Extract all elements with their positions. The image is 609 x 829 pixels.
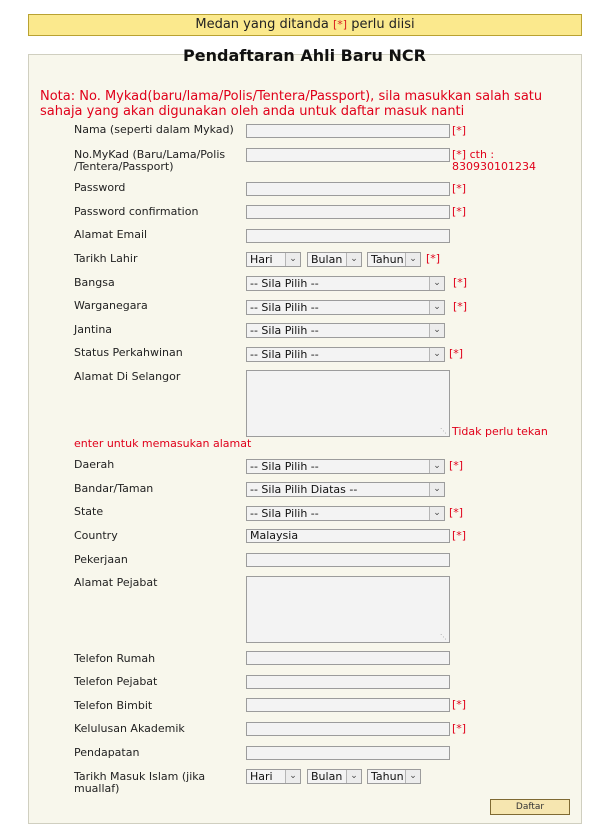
islam-month-select[interactable] — [307, 769, 362, 784]
daftar-button[interactable]: Daftar — [490, 799, 570, 815]
bangsa-value: -- Sila Pilih -- — [250, 277, 319, 290]
pendapatan-label: Pendapatan — [74, 746, 140, 759]
alamat-selangor-hint-below: enter untuk memasukan alamat — [74, 437, 252, 450]
chevron-down-icon: ⌄ — [429, 507, 444, 520]
telefon-pejabat-input[interactable] — [246, 675, 450, 689]
chevron-down-icon: ⌄ — [429, 348, 444, 361]
chevron-down-icon: ⌄ — [405, 253, 420, 266]
tarikh-masuk-islam-label — [74, 771, 205, 795]
daerah-select[interactable] — [246, 459, 445, 474]
nama-input[interactable] — [246, 124, 450, 138]
country-input[interactable]: Malaysia — [246, 529, 450, 543]
mykad-label-line1: No.MyKad (Baru/Lama/Polis — [74, 148, 226, 161]
kelulusan-required-marker: [*] — [452, 722, 467, 735]
resize-grip-icon[interactable]: ⋱ — [440, 427, 447, 435]
jantina-value: -- Sila Pilih -- — [250, 324, 319, 337]
mykad-hint — [452, 149, 536, 173]
telefon-bimbit-label: Telefon Bimbit — [74, 699, 153, 712]
password-label: Password — [74, 181, 126, 194]
mykad-label-line2: /Tentera/Passport) — [74, 160, 174, 173]
chevron-down-icon: ⌄ — [429, 483, 444, 496]
form-note: Nota: No. Mykad(baru/lama/Polis/Tentera/Passport), sila masukkan salah satu sahaja yang akan digunakan oleh anda untuk daftar masuk nanti — [40, 89, 543, 119]
email-label: Alamat Email — [74, 228, 148, 241]
state-select[interactable] — [246, 506, 445, 521]
daerah-required-marker: [*] — [449, 459, 464, 472]
birth-month-value: Bulan — [311, 253, 343, 266]
tarikh-islam-label-line1: Tarikh Masuk Islam (jika — [74, 770, 206, 783]
state-required-marker: [*] — [449, 506, 464, 519]
alamat-selangor-label: Alamat Di Selangor — [74, 370, 181, 383]
chevron-down-icon: ⌄ — [346, 253, 361, 266]
nama-label: Nama (seperti dalam Mykad) — [74, 123, 234, 136]
password-required-marker: [*] — [452, 182, 467, 195]
bandar-taman-label: Bandar/Taman — [74, 482, 154, 495]
email-input[interactable] — [246, 229, 450, 243]
notice-marker: [*] — [332, 18, 348, 31]
resize-grip-icon[interactable]: ⋱ — [440, 633, 447, 641]
kelulusan-akademik-label: Kelulusan Akademik — [74, 722, 185, 735]
password-confirmation-label: Password confirmation — [74, 205, 199, 218]
telefon-rumah-label: Telefon Rumah — [74, 652, 156, 665]
islam-day-value: Hari — [250, 770, 273, 783]
daerah-label: Daerah — [74, 458, 115, 471]
tarikh-lahir-required-marker: [*] — [426, 252, 441, 265]
status-required-marker: [*] — [449, 347, 464, 360]
password-confirmation-input[interactable] — [246, 205, 450, 219]
birth-day-select[interactable] — [246, 252, 301, 267]
chevron-down-icon: ⌄ — [429, 277, 444, 290]
birth-year-select[interactable] — [367, 252, 421, 267]
form-title: Pendaftaran Ahli Baru NCR — [183, 46, 426, 65]
birth-month-select[interactable] — [307, 252, 362, 267]
password-confirmation-required-marker: [*] — [452, 205, 467, 218]
jantina-label: Jantina — [74, 323, 113, 336]
birth-day-value: Hari — [250, 253, 273, 266]
bandar-taman-select[interactable] — [246, 482, 445, 497]
required-fields-notice — [28, 14, 582, 36]
islam-day-select[interactable] — [246, 769, 301, 784]
daerah-value: -- Sila Pilih -- — [250, 460, 319, 473]
bangsa-label: Bangsa — [74, 276, 115, 289]
status-perkahwinan-value: -- Sila Pilih -- — [250, 348, 319, 361]
birth-year-value: Tahun — [371, 253, 404, 266]
tarikh-islam-label-line2: muallaf) — [74, 782, 120, 795]
notice-prefix: Medan yang ditanda — [195, 17, 333, 32]
password-input[interactable] — [246, 182, 450, 196]
kelulusan-akademik-input[interactable] — [246, 722, 450, 736]
state-label: State — [74, 505, 104, 518]
telefon-pejabat-label: Telefon Pejabat — [74, 675, 158, 688]
chevron-down-icon: ⌄ — [285, 770, 300, 783]
jantina-select[interactable] — [246, 323, 445, 338]
chevron-down-icon: ⌄ — [429, 324, 444, 337]
mykad-input[interactable] — [246, 148, 450, 162]
alamat-selangor-textarea[interactable] — [246, 370, 450, 437]
telefon-rumah-input[interactable] — [246, 651, 450, 665]
tarikh-lahir-label: Tarikh Lahir — [74, 252, 138, 265]
mykad-hint-line2: 830930101234 — [452, 160, 536, 173]
islam-year-select[interactable] — [367, 769, 421, 784]
country-required-marker: [*] — [452, 529, 467, 542]
warganegara-value: -- Sila Pilih -- — [250, 301, 319, 314]
status-perkahwinan-label: Status Perkahwinan — [74, 346, 183, 359]
chevron-down-icon: ⌄ — [405, 770, 420, 783]
nama-required-marker: [*] — [452, 124, 467, 137]
islam-month-value: Bulan — [311, 770, 343, 783]
status-perkahwinan-select[interactable] — [246, 347, 445, 362]
chevron-down-icon: ⌄ — [429, 301, 444, 314]
telefon-bimbit-input[interactable] — [246, 698, 450, 712]
bangsa-required-marker: [*] — [453, 276, 468, 289]
pendapatan-input[interactable] — [246, 746, 450, 760]
country-label: Country — [74, 529, 118, 542]
bandar-taman-value: -- Sila Pilih Diatas -- — [250, 483, 358, 496]
alamat-pejabat-label: Alamat Pejabat — [74, 576, 158, 589]
pekerjaan-label: Pekerjaan — [74, 553, 128, 566]
telefon-bimbit-required-marker: [*] — [452, 698, 467, 711]
bangsa-select[interactable] — [246, 276, 445, 291]
alamat-selangor-hint-right: Tidak perlu tekan — [452, 425, 548, 438]
warganegara-select[interactable] — [246, 300, 445, 315]
state-value: -- Sila Pilih -- — [250, 507, 319, 520]
warganegara-label: Warganegara — [74, 299, 148, 312]
islam-year-value: Tahun — [371, 770, 404, 783]
notice-suffix: perlu diisi — [347, 17, 415, 32]
chevron-down-icon: ⌄ — [285, 253, 300, 266]
mykad-hint-line1: [*] cth : — [452, 148, 495, 161]
pekerjaan-input[interactable] — [246, 553, 450, 567]
warganegara-required-marker: [*] — [453, 300, 468, 313]
chevron-down-icon: ⌄ — [429, 460, 444, 473]
alamat-pejabat-textarea[interactable] — [246, 576, 450, 643]
mykad-label — [74, 149, 225, 173]
chevron-down-icon: ⌄ — [346, 770, 361, 783]
